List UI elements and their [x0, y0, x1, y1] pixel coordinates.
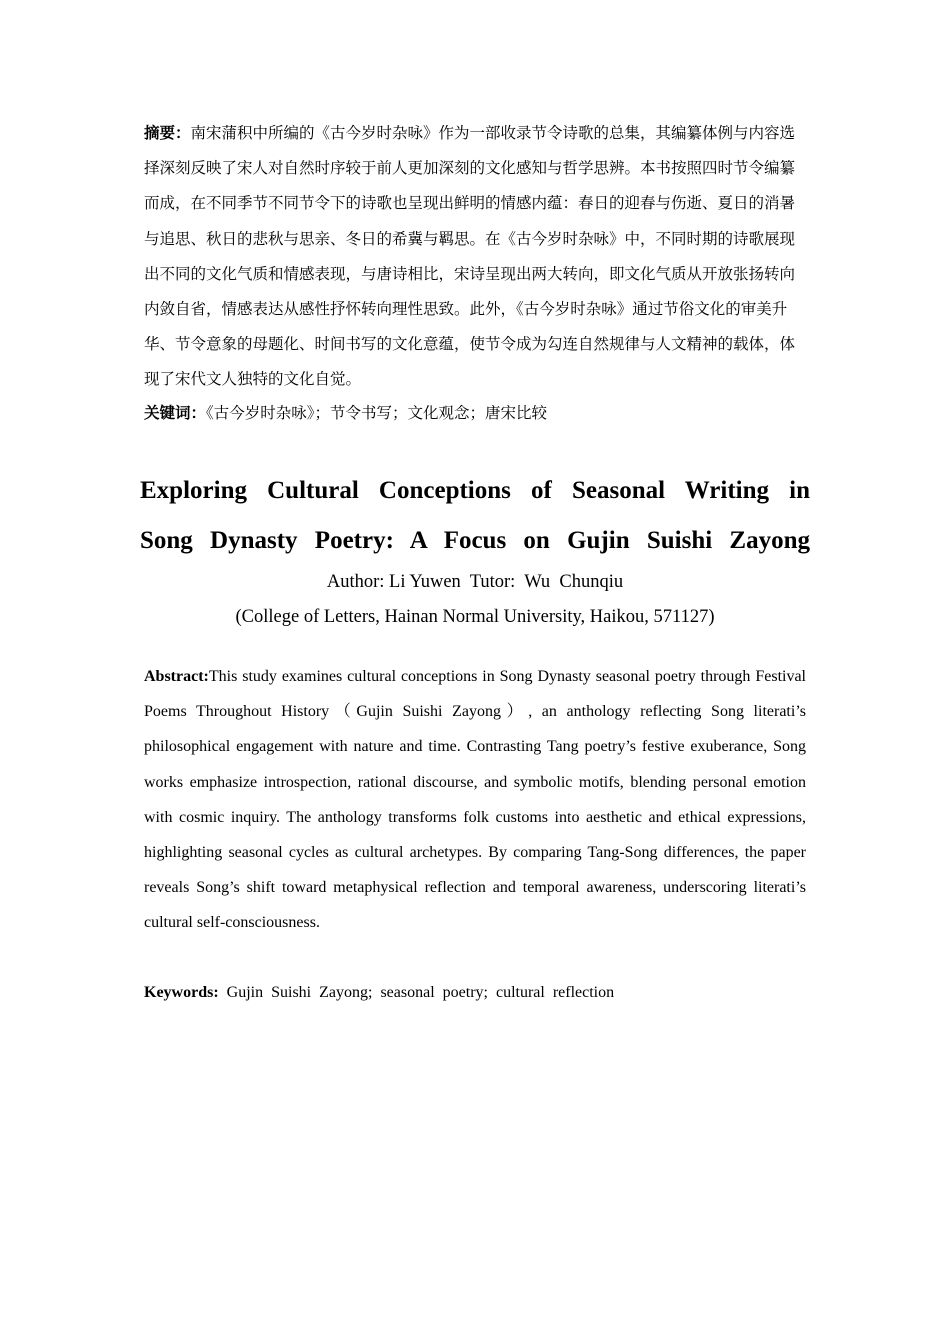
english-abstract [144, 659, 806, 941]
english-keywords [144, 978, 806, 1008]
author-line: Author: Li Yuwen Tutor: Wu Chunqiu [326, 572, 624, 592]
chinese-keywords-label: 关键词： [144, 404, 207, 422]
chinese-abstract [144, 116, 806, 398]
english-abstract-text: This study examines cultural conceptions in Song Dynasty seasonal poetry through Festival Poems Throughout History（Gujin Suishi Zayong）, an anthology reflecting Song literati’s philosophical engagement with nature and time. Contrasting Tang poetry’s festive exuberance, Song works emphasize introspection, rational discourse, and symbolic motifs, blending personal emotion with cosmic inquiry. The anthology transforms folk customs into aesthetic and ethical expressions, highlighting seasonal cycles as cultural archetypes. By comparing Tang-Song differences, the paper reveals Song’s shift toward metaphysical reflection and temporal awareness, underscoring literati’s cultural self-consciousness. [144, 668, 806, 932]
english-abstract-label: Abstract: [144, 668, 209, 685]
english-title [140, 466, 810, 566]
english-title-line-2: Song Dynasty Poetry: A Focus on Gujin Suishi Zayong [140, 527, 810, 554]
chinese-keywords-text: 《古今岁时杂咏》；节令书写；文化观念；唐宋比较 [206, 404, 548, 422]
chinese-abstract-text: 南宋蒲积中所编的《古今岁时杂咏》作为一部收录节令诗歌的总集，其编纂体例与内容选择深刻反映了宋人对自然时序较于前人更加深刻的文化感知与哲学思辨。本书按照四时节令编纂而成，在不同季节不同节令下的诗歌也呈现出鲜明的情感内蕴：春日的迎春与伤逝、夏日的消暑与追思、秋日的悲秋与思亲、冬日的希冀与羁思。在《古今岁时杂咏》中，不同时期的诗歌展现出不同的文化气质和情感表现，与唐诗相比，宋诗呈现出两大转向，即文化气质从开放张扬转向内敛自省，情感表达从感性抒怀转向理性思致。此外，《古今岁时杂咏》通过节俗文化的审美升华、节令意象的母题化、时间书写的文化意蕴，使节令成为勾连自然规律与人文精神的载体，体现了宋代文人独特的文化自觉。 [144, 124, 796, 389]
chinese-abstract-label: 摘要： [144, 124, 191, 142]
english-title-line-1: Exploring Cultural Conceptions of Seasonal Writing in [140, 477, 810, 504]
chinese-keywords [144, 398, 806, 428]
affiliation-line: (College of Letters, Hainan Normal University, Haikou, 571127) [235, 607, 715, 627]
english-keywords-text: Gujin Suishi Zayong; seasonal poetry; cultural reflection [218, 984, 615, 1001]
english-keywords-label: Keywords: [144, 984, 219, 1001]
